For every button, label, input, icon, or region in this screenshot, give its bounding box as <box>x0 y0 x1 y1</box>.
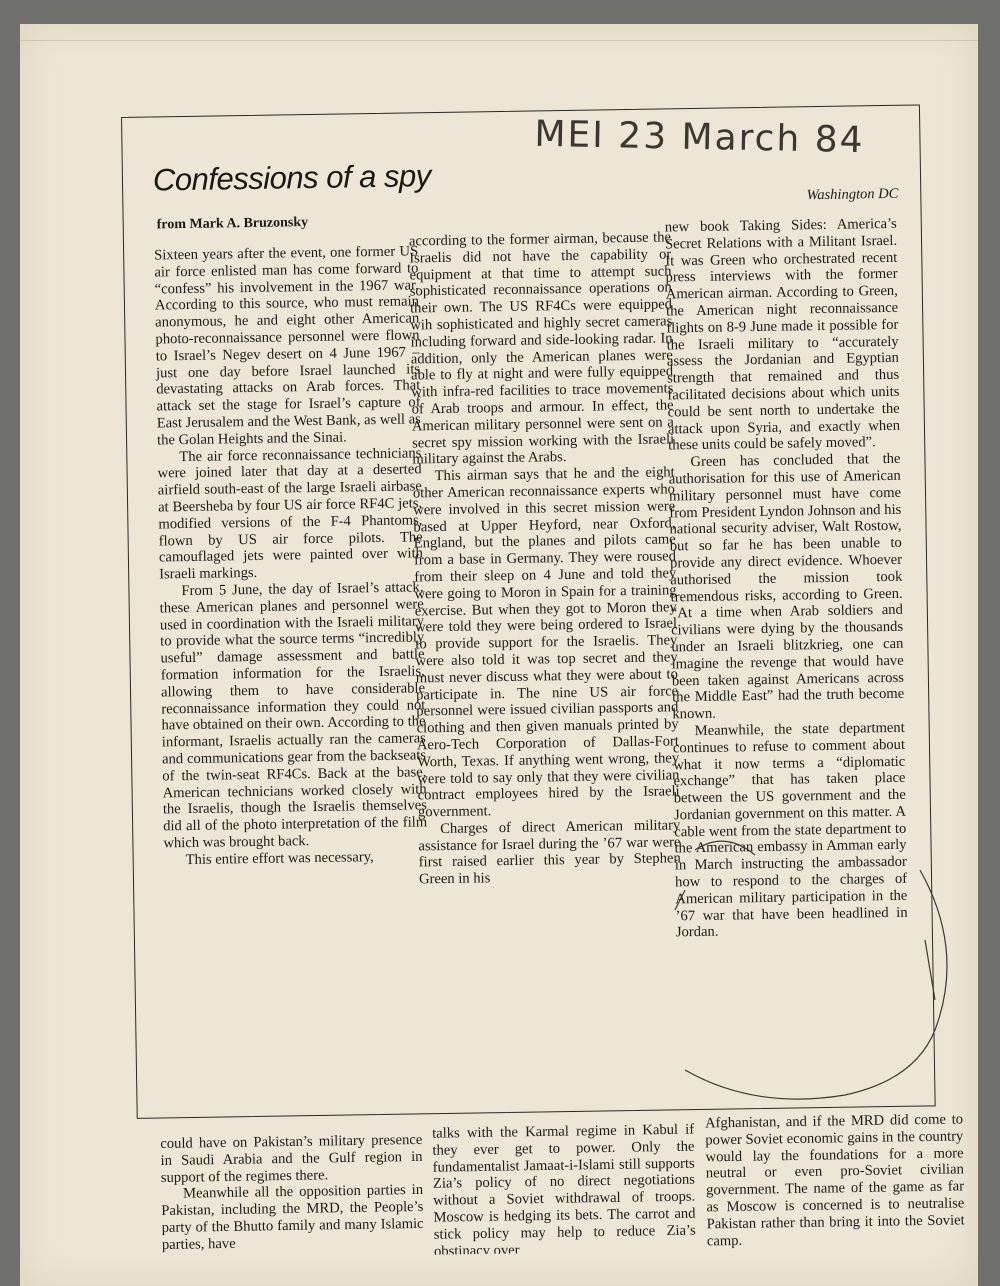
next-article-column-3 <box>705 1111 965 1249</box>
article-frame <box>121 104 936 1118</box>
paragraph: Meanwhile, the state department continues to refuse to comment about what it now terms a “diplomatic exchange” that has taken place between the US government and the Jordanian government on this matter. A cable went from the state department to the American embassy in Amman early in March instructing the ambassador how to respond to the charges of American military participation in the ’67 war that have been headlined in Jordan. <box>672 719 908 941</box>
article-dateline: Washington DC <box>806 185 899 204</box>
paragraph: Sixteen years after the event, one former US air force enlisted man has come forward to “confess” his involvement in the 1967 war. According to this source, who must remain anonymous, he and eight other American photo-reconnaissance personnel were flown to Israel’s Negev desert on 4 June 1967 – just one day before Israel launched its devastating attacks on Arab forces. That attack set the stage for Israel’s capture of East Jerusalem and the West Bank, as well as the Golan Heights and the Sinai. <box>154 243 421 449</box>
paragraph: new book Taking Sides: America’s Secret Relations with a Militant Israel. It was Green who orchestrated recent press interviews with the former American airman. According to Green, the American night reconnaissance flights on 8-9 June made it possible for the Israeli military to “accurately assess the Jordanian and Egyptian strength that remained and thus facilitated decisions about which units could be sent north to undertake the attack upon Syria, and exactly when these units could be safely moved”. <box>664 215 901 454</box>
next-article-column-2 <box>432 1122 696 1259</box>
article-byline: from Mark A. Bruzonsky <box>156 215 309 233</box>
paragraph: Meanwhile all the opposition parties in Pakistan, including the MRD, the People’s party of the Bhutto family and many Islamic parties, have <box>161 1182 424 1253</box>
paper-fold-line <box>20 40 978 41</box>
paragraph: talks with the Karmal regime in Kabul if they ever get to power. Only the fundamentalist Jamaat-i-Islami still supports Zia’s policy of no direct negotiations without a Soviet withdrawal of troops. Moscow is hedging its bets. The carrot and stick policy may help to reduce Zia’s obstinacy over <box>432 1121 696 1259</box>
paragraph: This entire effort was necessary, <box>185 848 374 868</box>
paragraph: The air force reconnaissance technicians were joined later that day at a deserted airfield south-east of the large Israeli airbase at Beersheba by four US air force RF4C jets, modified versions of the F-4 Phantoms, flown by US air force pilots. The camouflaged jets were painted over with Israeli markings. <box>157 444 424 583</box>
next-article-column-1 <box>160 1132 424 1254</box>
article-column-1 <box>154 243 428 869</box>
article-column-3 <box>665 216 908 942</box>
paragraph: according to the former airman, because the Israelis did not have the capability or equipment at that time to attempt such sophisticated reconnaissance operations on their own. The US RF4Cs were equipped wih sophisticated and highly secret cameras including forward and side-looking radar. In addition, only the American planes were able to fly at night and were fully equipped with infra-red facilities to trace movements of Arab troops and armour. In effect, the American military personnel were sent on a secret spy mission working with the Israeli military against the Arabs. <box>408 229 675 468</box>
paragraph: From 5 June, the day of Israel’s attack, these American planes and personnel were used in coordination with the Israeli military to provide what the source terms “incredibly useful” damage assessment and battle formation information for the Israelis, allowing them to have considerable reconnaissance information they could not have obtained on their own. According to the informant, Israelis actually ran the cameras and communications gear from the backseats of the twin-seat RF4Cs. Back at the base, American technicians worked closely with the Israelis, though the Israelis themselves did all of the photo interpretation of the film which was brought back. <box>159 579 428 852</box>
handwritten-annotation: MEI 23 March 84 <box>534 113 865 162</box>
paragraph: could have on Pakistan’s military presence in Saudi Arabia and the Gulf region in support of the regimes there. <box>160 1131 423 1186</box>
paragraph: Charges of direct American military assistance for Israel during the ’67 war were first raised earlier this year by Stephen Green in his <box>418 817 681 888</box>
paragraph: Afghanistan, and if the MRD did come to power Soviet economic gains in the country would lay the foundations for a more neutral or even pro-Soviet civilian government. The name of the game as far as Moscow is concerned is to neutralise Pakistan rather than bring it into the Soviet camp. <box>704 1111 965 1250</box>
article-column-2 <box>409 229 681 888</box>
next-article <box>160 1111 974 1259</box>
paragraph: This airman says that he and the eight other American reconnaissance experts who were involved in this secret mission were based at Upper Heyford, near Oxford, England, but the planes and pilots came from a base in Germany. They were roused from their sleep on 4 June and told they were going to Moron in Spain for a training exercise. But when they got to Moron they were told they were being ordered to Israel to provide support for the Israelis. They were also told it was top secret and they must never discuss what they were about to participate in. The nine US air force personnel were issued civilian passports and clothing and then given manuals printed by Aero-Tech Corporation of Dallas-Fort Worth, Texas. If anything went wrong, they were told to say only that they were civilian contract employees hired by the Israeli government. <box>412 464 680 821</box>
article-title: Confessions of a spy <box>152 158 431 198</box>
paragraph: Green has concluded that the authorisation for this use of American military personnel must have come from President Lyndon Johnson and his national security adviser, Walt Rostow, but so far he has been unable to provide any direct evidence. Whoever authorised the mission took tremendous risks, according to Green. “At a time when Arab soldiers and civilians were dying by the thousands under an Israeli blitzkrieg, one can imagine the revenge that would have been taken against Americans across the Middle East” had the truth become known. <box>668 450 905 723</box>
